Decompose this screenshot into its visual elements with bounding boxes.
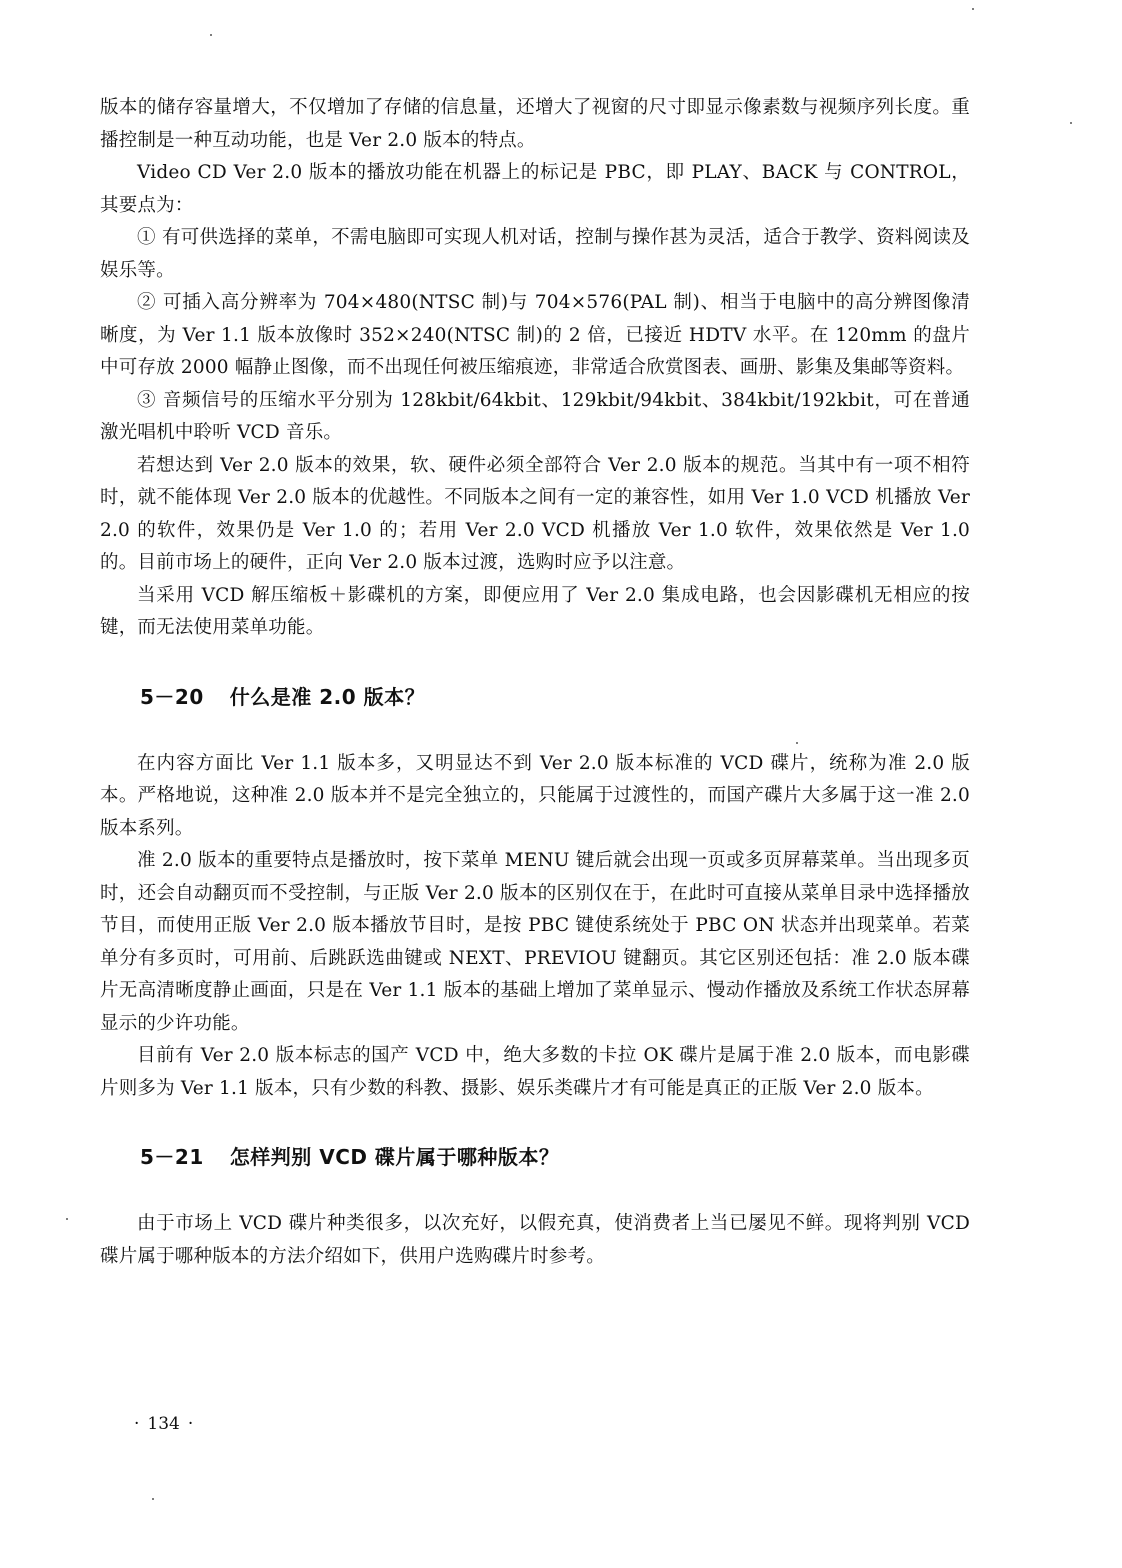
section-number: 5－20 (140, 684, 204, 709)
list-item-paragraph: ② 可插入高分辨率为 704×480(NTSC 制)与 704×576(PAL 制)、相当于电脑中的高分辨图像清晰度，为 Ver 1.1 版本放像时 352×240(NTSC 制)的 2 倍，已接近 HDTV 水平。在 120mm 的盘片中可存放 2000 幅静止图像，而不出现任何被压缩痕迹，非常适合欣赏图表、画册、影集及集邮等资料。 (100, 292, 970, 378)
scan-speck (1070, 122, 1072, 124)
section-heading (140, 681, 970, 710)
paragraph: 版本的储存容量增大，不仅增加了存储的信息量，还增大了视窗的尺寸即显示像素数与视频序列长度。重播控制是一种互动功能，也是 Ver 2.0 版本的特点。 (100, 97, 970, 151)
paragraph: 由于市场上 VCD 碟片种类很多，以次充好，以假充真，使消费者上当已屡见不鲜。现将判别 VCD 碟片属于哪种版本的方法介绍如下，供用户选购碟片时参考。 (100, 1213, 970, 1267)
scan-speck (796, 742, 798, 744)
page-number-value: 134 (147, 1414, 180, 1434)
section-number: 5－21 (140, 1145, 204, 1169)
scan-speck (210, 34, 212, 36)
paragraph: 在内容方面比 Ver 1.1 版本多，又明显达不到 Ver 2.0 版本标准的 VCD 碟片，统称为准 2.0 版本。严格地说，这种准 2.0 版本并不是完全独立的，只能属于过渡性的，而国产碟片大多属于这一准 2.0 版本系列。 (100, 752, 970, 839)
section-title: 怎样判别 VCD 碟片属于哪种版本？ (229, 1145, 560, 1169)
bullet-dot-icon: · (187, 1414, 194, 1434)
paragraph: 当采用 VCD 解压缩板＋影碟机的方案，即便应用了 Ver 2.0 集成电路，也会因影碟机无相应的按键，而无法使用菜单功能。 (100, 584, 970, 638)
paragraph: Video CD Ver 2.0 版本的播放功能在机器上的标记是 PBC，即 PLAY、BACK 与 CONTROL，其要点为： (100, 162, 970, 216)
page-number (126, 1414, 201, 1434)
paragraph: 若想达到 Ver 2.0 版本的效果，软、硬件必须全部符合 Ver 2.0 版本的规范。当其中有一项不相符时，就不能体现 Ver 2.0 版本的优越性。不同版本之间有一定的兼容性，如用 Ver 1.0 VCD 机播放 Ver 2.0 的软件，效果仍是 Ver 1.0 的；若用 Ver 2.0 VCD 机播放 Ver 1.0 软件，效果依然是 Ver 1.0 的。目前市场上的硬件，正向 Ver 2.0 版本过渡，选购时应予以注意。 (100, 454, 970, 573)
paragraph: 目前有 Ver 2.0 版本标志的国产 VCD 中，绝大多数的卡拉 OK 碟片是属于准 2.0 版本，而电影碟片则多为 Ver 1.1 版本，只有少数的科教、摄影、娱乐类碟片才有可能是真正的正版 Ver 2.0 版本。 (100, 1045, 970, 1099)
scan-speck (152, 1498, 154, 1500)
section-heading (140, 1141, 970, 1170)
scan-speck (66, 1218, 68, 1220)
paragraph: 准 2.0 版本的重要特点是播放时，按下菜单 MENU 键后就会出现一页或多页屏幕菜单。当出现多页时，还会自动翻页而不受控制，与正版 Ver 2.0 版本的区别仅在于，在此时可直接从菜单目录中选择播放节目，而使用正版 Ver 2.0 版本播放节目时，是按 PBC 键使系统处于 PBC ON 状态并出现菜单。若菜单分有多页时，可用前、后跳跃选曲键或 NEXT、PREVIOU 键翻页。其它区别还包括：准 2.0 版本碟片无高清晰度静止画面，只是在 Ver 1.1 版本的基础上增加了菜单显示、慢动作播放及系统工作状态屏幕显示的少许功能。 (100, 850, 970, 1034)
list-item-paragraph: ③ 音频信号的压缩水平分别为 128kbit/64kbit、129kbit/94kbit、384kbit/192kbit，可在普通激光唱机中聆听 VCD 音乐。 (100, 389, 970, 443)
list-item-paragraph: ① 有可供选择的菜单，不需电脑即可实现人机对话，控制与操作甚为灵活，适合于教学、资料阅读及娱乐等。 (100, 227, 970, 281)
page-body (100, 92, 970, 1273)
scan-speck (972, 8, 974, 10)
bullet-dot-icon: · (134, 1414, 140, 1434)
section-title: 什么是准 2.0 版本？ (229, 684, 426, 709)
